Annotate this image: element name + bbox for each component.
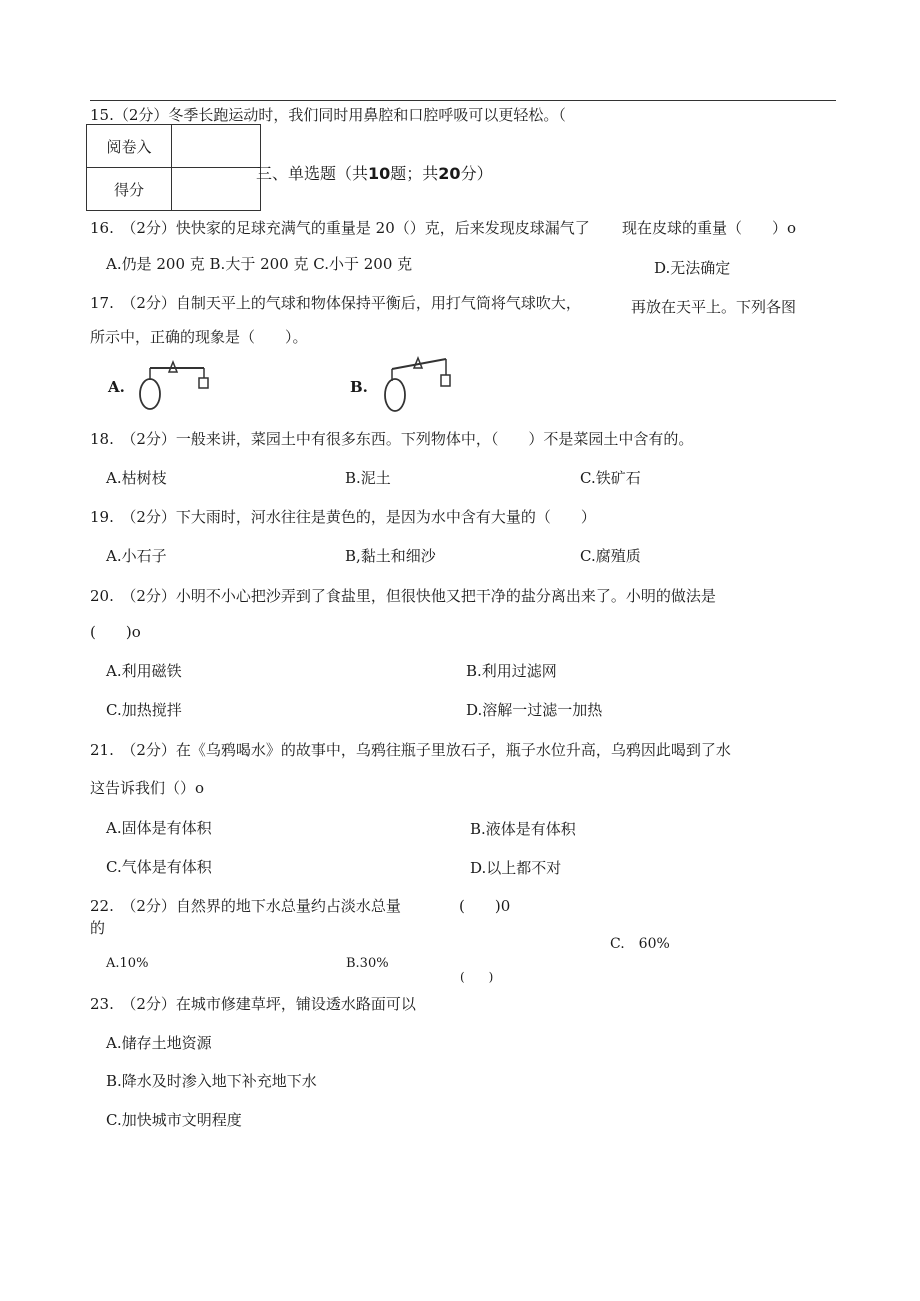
- section-heading: [256, 161, 493, 184]
- q18-option-a[interactable]: A.枯树枝: [106, 469, 167, 487]
- section-suffix: 分）: [460, 164, 493, 183]
- q22-stray-bracket: ( ): [460, 970, 494, 984]
- reviewer-field[interactable]: [172, 125, 261, 168]
- section-points: 20: [438, 164, 461, 183]
- question-16-tail: 现在皮球的重量（ ）o: [622, 219, 797, 237]
- q21-option-a[interactable]: A.固体是有体积: [106, 819, 212, 837]
- question-17-line2: 所示中，正确的现象是（ ）。: [90, 328, 308, 346]
- score-field[interactable]: [172, 168, 261, 211]
- q19-option-a[interactable]: A.小石子: [106, 547, 167, 565]
- q23-option-a[interactable]: A.储存土地资源: [106, 1034, 212, 1052]
- q20-option-d[interactable]: D.溶解一过滤一加热: [466, 701, 603, 719]
- fig-a-label: A.: [108, 378, 125, 396]
- q20-option-c[interactable]: C.加热搅拌: [106, 701, 182, 719]
- question-20-line2: ( )o: [90, 623, 141, 641]
- q22-option-a[interactable]: A.10%: [106, 956, 149, 971]
- q22-option-c[interactable]: C. 60%: [610, 936, 670, 952]
- balance-figure-b[interactable]: [380, 355, 460, 415]
- section-prefix: 三、单选题（共: [256, 164, 369, 183]
- question-21: 21. （2分）在《乌鸦喝水》的故事中，乌鸦往瓶子里放石子，瓶子水位升高，乌鸦因此喝到了水: [90, 741, 731, 759]
- q19-option-c[interactable]: C.腐殖质: [580, 547, 641, 565]
- q16-option-d[interactable]: D.无法确定: [654, 259, 731, 277]
- section-mid: 题；共: [390, 164, 439, 183]
- q22-option-b[interactable]: B.30%: [346, 956, 389, 971]
- q21-option-b[interactable]: B.液体是有体积: [470, 820, 576, 838]
- question-18: 18. （2分）一般来讲，菜园土中有很多东西。下列物体中，（ ）不是菜园土中含有的。: [90, 430, 694, 448]
- question-15: 15.（2分）冬季长跑运动时，我们同时用鼻腔和口腔呼吸可以更轻松。（: [90, 106, 566, 124]
- question-17: 17. （2分）自制天平上的气球和物体保持平衡后，用打气筒将气球吹大，: [90, 294, 581, 312]
- question-21-line2: 这告诉我们（）o: [90, 779, 205, 797]
- q16-options-abc[interactable]: A.仍是 200 克 B.大于 200 克 C.小于 200 克: [106, 255, 413, 273]
- q19-option-b[interactable]: B,黏土和细沙: [345, 547, 436, 565]
- question-22-line2: 的: [90, 919, 106, 937]
- section-count: 10: [368, 164, 391, 183]
- question-19: 19. （2分）下大雨时，河水往往是黄色的，是因为水中含有大量的（ ）: [90, 508, 596, 526]
- question-16: 16. （2分）快快家的足球充满气的重量是 20（）克，后来发现皮球漏气了: [90, 219, 590, 237]
- score-label: 得分: [87, 168, 172, 211]
- balance-figure-a[interactable]: [136, 360, 216, 415]
- q18-option-c[interactable]: C.铁矿石: [580, 469, 641, 487]
- q23-option-b[interactable]: B.降水及时渗入地下补充地下水: [106, 1072, 317, 1090]
- question-17-tail: 再放在天平上。下列各图: [631, 298, 797, 316]
- header-rule: [90, 100, 836, 101]
- q20-option-a[interactable]: A.利用磁铁: [106, 662, 182, 680]
- reviewer-label: 阅卷入: [87, 125, 172, 168]
- score-table: [86, 124, 261, 211]
- question-23: 23. （2分）在城市修建草坪，铺设透水路面可以: [90, 995, 416, 1013]
- question-22: 22. （2分）自然界的地下水总量约占淡水总量: [90, 897, 401, 915]
- fig-b-label: B.: [350, 378, 368, 396]
- q20-option-b[interactable]: B.利用过滤网: [466, 662, 557, 680]
- q21-option-c[interactable]: C.气体是有体积: [106, 858, 212, 876]
- q23-option-c[interactable]: C.加快城市文明程度: [106, 1111, 242, 1129]
- q18-option-b[interactable]: B.泥土: [345, 469, 391, 487]
- question-20: 20. （2分）小明不小心把沙弄到了食盐里，但很快他又把干净的盐分离出来了。小明的做法是: [90, 587, 716, 605]
- question-22-tail: ( )0: [459, 897, 511, 915]
- q21-option-d[interactable]: D.以上都不对: [470, 859, 562, 877]
